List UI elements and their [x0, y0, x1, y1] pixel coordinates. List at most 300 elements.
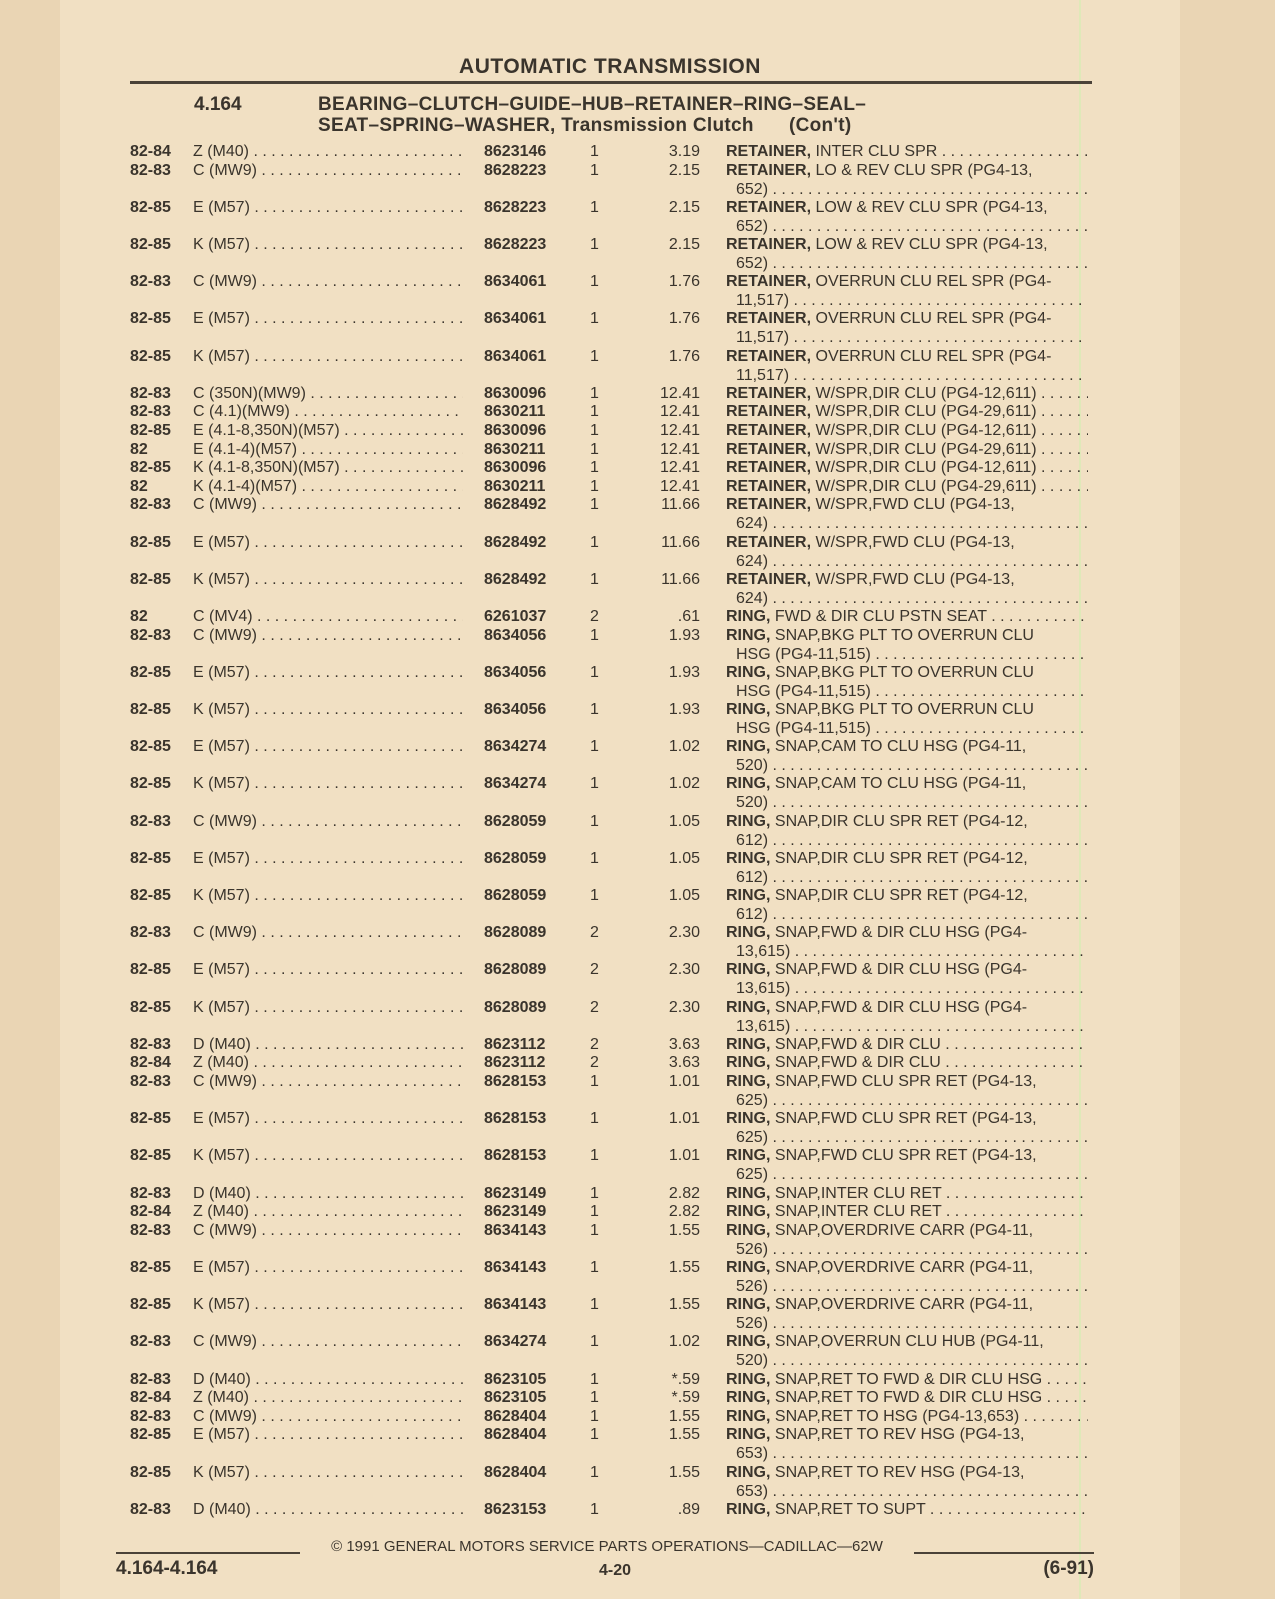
row-year: 82-85 [130, 1147, 171, 1165]
row-quantity: 1 [590, 198, 599, 216]
row-description [726, 998, 1088, 1036]
row-year: 82-85 [130, 347, 171, 365]
row-description-text: SNAP,FWD & DIR CLU HSG (PG4- [774, 961, 1028, 979]
row-quantity: 1 [590, 143, 599, 160]
row-year: 82 [130, 440, 148, 458]
footer-date: (6-91) [1043, 1558, 1094, 1579]
row-part-number: 8628059 [484, 812, 547, 830]
row-description-continued: 13,615) [736, 980, 791, 998]
row-description-lead: RING, [726, 924, 771, 942]
row-part-number: 8623105 [484, 1389, 547, 1407]
row-price: 1.93 [668, 701, 700, 718]
row-description-text: SNAP,BKG PLT TO OVERRUN CLU [774, 663, 1034, 681]
row-description-lead: RING, [726, 1221, 771, 1239]
row-application: C (MW9) . . . [193, 272, 463, 291]
row-application: K (M57) . . . [193, 1146, 463, 1165]
row-part-number: 8628492 [484, 496, 547, 514]
row-price: 1.05 [668, 812, 700, 830]
row-description [726, 923, 1088, 961]
row-description-continued: 13,615) [736, 943, 791, 961]
row-description [726, 1500, 1088, 1519]
row-part-number: 8623153 [484, 1500, 547, 1518]
row-description-text: SNAP,FWD & DIR CLU [774, 1054, 941, 1072]
row-quantity: 1 [590, 663, 599, 681]
row-application: D (M40) . . . [193, 1184, 463, 1203]
parts-row [0, 1184, 1275, 1203]
row-description-text: INTER CLU SPR [815, 143, 938, 160]
row-description-lead: RING, [726, 1296, 771, 1314]
row-quantity: 2 [590, 924, 599, 942]
row-description [726, 849, 1088, 887]
row-part-number: 8634274 [484, 738, 547, 756]
row-description-lead: RETAINER, [726, 273, 812, 291]
row-description-lead: RETAINER, [726, 496, 812, 514]
row-part-number: 8628089 [484, 961, 547, 979]
row-description [726, 142, 1088, 161]
row-description-lead: RING, [726, 1035, 771, 1053]
row-description [726, 1035, 1088, 1054]
page-header-title: AUTOMATIC TRANSMISSION [459, 55, 761, 78]
row-description-continued: 13,615) [736, 1017, 791, 1035]
row-application: E (M57) . . . [193, 309, 463, 328]
row-description [726, 161, 1088, 199]
parts-row [0, 1035, 1275, 1054]
parts-row [0, 1146, 1275, 1183]
row-description-lead: RETAINER, [726, 384, 812, 402]
row-description-text: SNAP,CAM TO CLU HSG (PG4-11, [774, 775, 1027, 793]
row-application: C (MW9) . . . [193, 495, 463, 514]
parts-row [0, 235, 1275, 272]
row-price: 2.82 [668, 1184, 700, 1202]
row-price: *.59 [671, 1370, 700, 1388]
row-description [726, 626, 1088, 664]
row-description [726, 1425, 1088, 1463]
parts-row [0, 1370, 1275, 1389]
row-description-lead: RETAINER, [726, 459, 812, 477]
row-quantity: 1 [590, 887, 599, 904]
row-application: C (350N)(MW9) . . . [193, 384, 463, 403]
parts-row [0, 142, 1275, 161]
row-application: E (M57) . . . [193, 960, 463, 979]
parts-row [0, 161, 1275, 198]
row-application: K (M57) . . . [193, 1463, 463, 1482]
parts-row [0, 347, 1275, 384]
row-price: 1.55 [668, 1296, 700, 1314]
row-quantity: 1 [590, 1426, 599, 1444]
row-price: 2.15 [668, 198, 700, 216]
row-description [726, 1407, 1088, 1426]
parts-row [0, 1295, 1275, 1332]
row-description-text: SNAP,OVERDRIVE CARR (PG4-11, [774, 1259, 1034, 1276]
row-description [726, 421, 1088, 440]
row-description-continued: 11,517) [736, 329, 790, 347]
row-description-continued: 652) [736, 255, 769, 272]
row-price: 3.63 [668, 1054, 700, 1072]
row-description-continued: HSG (PG4-11,515) [736, 682, 871, 700]
row-description-text: W/SPR,FWD CLU (PG4-13, [815, 570, 1015, 588]
row-part-number: 8623105 [484, 1370, 547, 1388]
row-part-number: 8630211 [484, 403, 546, 421]
row-quantity: 1 [590, 384, 599, 402]
row-part-number: 8634274 [484, 775, 547, 793]
row-description-continued: 625) [736, 1092, 769, 1109]
parts-row [0, 384, 1275, 403]
row-price: 1.93 [668, 663, 700, 681]
row-quantity: 1 [590, 1221, 599, 1239]
row-year: 82-85 [130, 1426, 171, 1444]
row-quantity: 1 [590, 1073, 599, 1090]
row-price: 11.66 [661, 570, 700, 588]
row-description [726, 198, 1088, 236]
row-description [726, 1332, 1088, 1370]
row-description-lead: RING, [726, 812, 771, 830]
row-description [726, 272, 1088, 310]
row-description-text: OVERRUN CLU REL SPR (PG4- [815, 273, 1052, 291]
parts-row [0, 570, 1275, 607]
row-application: K (M57) . . . [193, 1295, 463, 1314]
parts-row [0, 1407, 1275, 1426]
row-description [726, 1388, 1088, 1407]
row-quantity: 1 [590, 1370, 599, 1388]
row-part-number: 8630096 [484, 459, 547, 477]
row-year: 82-84 [130, 143, 171, 160]
row-description-lead: RING, [726, 887, 771, 904]
row-description-text: SNAP,RET TO FWD & DIR CLU HSG [774, 1389, 1043, 1407]
row-application: C (MW9) . . . [193, 1407, 463, 1426]
row-description-lead: RING, [726, 1370, 771, 1388]
row-description [726, 384, 1088, 403]
row-description-text: SNAP,BKG PLT TO OVERRUN CLU [774, 626, 1034, 644]
row-description-text: SNAP,FWD & DIR CLU HSG (PG4- [774, 924, 1028, 942]
row-price: 1.02 [668, 775, 700, 793]
row-description-text: SNAP,RET TO HSG (PG4-13,653) [774, 1407, 1020, 1425]
row-application: C (MW9) . . . [193, 1332, 463, 1351]
row-part-number: 8628089 [484, 924, 547, 942]
row-description-text: SNAP,FWD CLU SPR RET (PG4-13, [774, 1147, 1037, 1165]
row-description-lead: RING, [726, 961, 771, 979]
parts-row [0, 774, 1275, 811]
row-application: Z (M40) . . . [193, 1202, 463, 1221]
row-description-continued: 653) [736, 1445, 769, 1463]
row-year: 82-85 [130, 1463, 171, 1481]
row-description-lead: RING, [726, 1407, 771, 1425]
parts-row [0, 998, 1275, 1035]
row-price: 1.01 [668, 1073, 700, 1090]
row-part-number: 8628059 [484, 849, 547, 867]
row-quantity: 2 [590, 1054, 599, 1072]
row-year: 82-85 [130, 236, 171, 253]
row-quantity: 1 [590, 849, 599, 867]
parts-row [0, 272, 1275, 309]
row-application: K (M57) . . . [193, 700, 463, 719]
row-description-text: W/SPR,FWD CLU (PG4-13, [815, 533, 1015, 551]
parts-row [0, 1221, 1275, 1258]
parts-row [0, 923, 1275, 960]
row-year: 82-83 [130, 1035, 171, 1053]
row-year: 82-85 [130, 310, 171, 328]
row-description [726, 477, 1088, 496]
row-year: 82-83 [130, 403, 171, 421]
row-part-number: 8634143 [484, 1221, 547, 1239]
row-description-text: W/SPR,DIR CLU (PG4-29,611) [815, 440, 1037, 458]
row-description-text: SNAP,RET TO REV HSG (PG4-13, [774, 1426, 1025, 1444]
row-description-continued: 624) [736, 552, 769, 570]
row-part-number: 8634061 [484, 273, 547, 291]
row-application: K (M57) . . . [193, 570, 463, 589]
row-description-lead: RETAINER, [726, 477, 812, 495]
row-part-number: 8630096 [484, 384, 547, 402]
row-application: K (4.1-8,350N)(M57) . . . [193, 458, 463, 477]
row-part-number: 8628059 [484, 887, 547, 904]
row-description-lead: RETAINER, [726, 161, 812, 179]
row-part-number: 6261037 [484, 608, 547, 625]
row-quantity: 1 [590, 477, 599, 495]
row-description-lead: RING, [726, 775, 771, 793]
row-year: 82 [130, 608, 148, 625]
row-description-continued: 520) [736, 1352, 769, 1370]
row-description-text: SNAP,OVERRUN CLU HUB (PG4-11, [774, 1333, 1044, 1351]
row-description [726, 533, 1088, 571]
row-description-text: SNAP,RET TO SUPT [774, 1500, 926, 1518]
row-part-number: 8634056 [484, 626, 547, 644]
row-description-continued: 624) [736, 515, 769, 533]
row-description-text: OVERRUN CLU REL SPR (PG4- [815, 347, 1052, 365]
row-quantity: 1 [590, 570, 599, 588]
row-price: 2.30 [668, 961, 700, 979]
parts-row [0, 737, 1275, 774]
row-price: 2.30 [668, 924, 700, 942]
row-part-number: 8628153 [484, 1147, 547, 1165]
row-description [726, 1295, 1088, 1333]
row-price: 1.05 [668, 887, 700, 904]
row-year: 82-85 [130, 198, 171, 216]
row-description-continued: 526) [736, 1315, 769, 1333]
row-description-text: W/SPR,DIR CLU (PG4-29,611) [815, 403, 1037, 421]
row-price: 11.66 [661, 496, 700, 514]
row-year: 82-83 [130, 1500, 171, 1518]
row-application: C (MW9) . . . [193, 812, 463, 831]
row-year: 82-85 [130, 887, 171, 904]
row-application: K (M57) . . . [193, 347, 463, 366]
parts-row [0, 495, 1275, 532]
row-description [726, 1221, 1088, 1259]
row-description [726, 440, 1088, 459]
row-description-lead: RETAINER, [726, 310, 812, 328]
row-quantity: 1 [590, 626, 599, 644]
row-description-text: LOW & REV CLU SPR (PG4-13, [815, 236, 1048, 253]
row-quantity: 1 [590, 1500, 599, 1518]
row-description-text: SNAP,FWD & DIR CLU HSG (PG4- [774, 998, 1028, 1016]
row-description-text: FWD & DIR CLU PSTN SEAT [774, 608, 987, 625]
row-description [726, 1370, 1088, 1389]
row-description-lead: RETAINER, [726, 533, 812, 551]
parts-row [0, 700, 1275, 737]
row-quantity: 1 [590, 422, 599, 439]
row-application: E (M57) . . . [193, 198, 463, 217]
footer-page-number: 4-20 [598, 1562, 632, 1579]
row-description [726, 309, 1088, 347]
row-part-number: 8628404 [484, 1407, 547, 1425]
row-part-number: 8628153 [484, 1110, 547, 1128]
row-part-number: 8628492 [484, 570, 547, 588]
parts-row [0, 1053, 1275, 1072]
row-application: K (M57) . . . [193, 886, 463, 905]
row-description-lead: RING, [726, 998, 771, 1016]
row-description [726, 1053, 1088, 1072]
row-application: E (4.1-8,350N)(M57) . . . [193, 421, 463, 440]
row-year: 82-83 [130, 924, 171, 942]
parts-row [0, 1109, 1275, 1146]
row-application: C (MW9) . . . [193, 626, 463, 645]
row-description [726, 1146, 1088, 1184]
row-description-lead: RING, [726, 1500, 771, 1518]
row-year: 82-85 [130, 998, 171, 1016]
row-description-text: W/SPR,DIR CLU (PG4-29,611) [815, 477, 1037, 495]
row-year: 82-85 [130, 663, 171, 681]
row-year: 82-83 [130, 161, 171, 179]
row-description-lead: RING, [726, 1426, 771, 1444]
row-part-number: 8628404 [484, 1426, 547, 1444]
row-application: E (M57) . . . [193, 1425, 463, 1444]
row-year: 82-85 [130, 1296, 171, 1314]
row-price: 2.30 [668, 998, 700, 1016]
row-description-lead: RING, [726, 1073, 771, 1090]
row-year: 82-85 [130, 533, 171, 551]
row-price: 2.82 [668, 1203, 700, 1221]
row-price: 3.19 [668, 143, 700, 160]
row-description-lead: RING, [726, 701, 771, 718]
row-description-lead: RETAINER, [726, 198, 812, 216]
row-quantity: 1 [590, 161, 599, 179]
row-description-text: W/SPR,DIR CLU (PG4-12,611) [815, 422, 1037, 439]
row-description-continued: 612) [736, 906, 769, 923]
row-part-number: 8628223 [484, 198, 547, 216]
row-quantity: 2 [590, 998, 599, 1016]
row-description-continued: 11,517) [736, 292, 790, 310]
row-quantity: 1 [590, 496, 599, 514]
row-part-number: 8623146 [484, 143, 547, 160]
row-description-lead: RING, [726, 1463, 771, 1481]
parts-row [0, 886, 1275, 923]
parts-row [0, 1072, 1275, 1109]
row-description-lead: RING, [726, 1203, 771, 1221]
row-part-number: 8623149 [484, 1184, 547, 1202]
parts-row [0, 421, 1275, 440]
row-description-continued: 652) [736, 180, 769, 198]
row-part-number: 8630211 [484, 440, 546, 458]
row-part-number: 8623149 [484, 1203, 547, 1221]
row-quantity: 1 [590, 310, 599, 328]
row-year: 82-83 [130, 496, 171, 514]
parts-row [0, 663, 1275, 700]
row-year: 82-84 [130, 1054, 171, 1072]
row-application: C (MW9) . . . [193, 1072, 463, 1091]
row-description [726, 347, 1088, 385]
parts-row [0, 402, 1275, 421]
row-quantity: 1 [590, 775, 599, 793]
row-price: .61 [677, 608, 700, 625]
row-description-lead: RING, [726, 849, 771, 867]
row-application: C (MW9) . . . [193, 1221, 463, 1240]
row-description-continued: 625) [736, 1129, 769, 1147]
row-description-text: OVERRUN CLU REL SPR (PG4- [815, 310, 1052, 328]
row-description [726, 774, 1088, 812]
parts-row [0, 1500, 1275, 1519]
row-description-text: SNAP,FWD CLU SPR RET (PG4-13, [774, 1110, 1037, 1128]
row-quantity: 1 [590, 1333, 599, 1351]
row-description [726, 495, 1088, 533]
row-year: 82-83 [130, 1407, 171, 1425]
row-application: Z (M40) . . . [193, 1388, 463, 1407]
row-quantity: 1 [590, 1184, 599, 1202]
row-description [726, 402, 1088, 421]
parts-row [0, 849, 1275, 886]
row-application: E (M57) . . . [193, 1258, 463, 1277]
footer-rule-left [116, 1552, 300, 1554]
row-description-lead: RING, [726, 738, 771, 756]
row-price: 1.55 [668, 1407, 700, 1425]
row-price: 1.93 [668, 626, 700, 644]
row-description-lead: RING, [726, 1333, 771, 1351]
row-year: 82-85 [130, 738, 171, 756]
row-year: 82-83 [130, 1221, 171, 1239]
row-description-text: SNAP,RET TO FWD & DIR CLU HSG [774, 1370, 1043, 1388]
row-description-text: SNAP,OVERDRIVE CARR (PG4-11, [774, 1296, 1034, 1314]
row-year: 82-83 [130, 384, 171, 402]
row-part-number: 8628223 [484, 161, 547, 179]
row-quantity: 1 [590, 738, 599, 756]
row-description-continued: 612) [736, 868, 769, 886]
row-price: 2.15 [668, 236, 700, 253]
row-quantity: 1 [590, 1110, 599, 1128]
row-application: Z (M40) . . . [193, 142, 463, 161]
parts-row [0, 1332, 1275, 1369]
row-description-text: SNAP,INTER CLU RET [774, 1184, 942, 1202]
row-quantity: 1 [590, 1259, 599, 1276]
row-quantity: 1 [590, 1147, 599, 1165]
row-application: E (M57) . . . [193, 737, 463, 756]
row-year: 82-85 [130, 1110, 171, 1128]
parts-row [0, 440, 1275, 459]
row-year: 82-85 [130, 570, 171, 588]
row-part-number: 8623112 [484, 1054, 546, 1072]
row-part-number: 8628492 [484, 533, 547, 551]
row-application: C (MV4) . . . [193, 607, 463, 626]
row-quantity: 1 [590, 403, 599, 421]
row-quantity: 1 [590, 1463, 599, 1481]
row-application: K (4.1-4)(M57) . . . [193, 477, 463, 496]
row-part-number: 8634143 [484, 1259, 547, 1276]
row-price: 1.02 [668, 738, 700, 756]
row-description [726, 607, 1088, 626]
row-quantity: 2 [590, 608, 599, 625]
parts-row [0, 607, 1275, 626]
row-price: .89 [677, 1500, 700, 1518]
row-part-number: 8623112 [484, 1035, 546, 1053]
row-year: 82-83 [130, 1184, 171, 1202]
row-application: K (M57) . . . [193, 774, 463, 793]
row-part-number: 8628404 [484, 1463, 547, 1481]
row-description-lead: RING, [726, 663, 771, 681]
row-description-text: W/SPR,DIR CLU (PG4-12,611) [815, 459, 1037, 477]
row-part-number: 8630211 [484, 477, 546, 495]
parts-row [0, 533, 1275, 570]
row-application: D (M40) . . . [193, 1035, 463, 1054]
row-description-text: SNAP,DIR CLU SPR RET (PG4-12, [774, 812, 1028, 830]
footer-section-range: 4.164-4.164 [116, 1558, 218, 1579]
row-description-text: W/SPR,DIR CLU (PG4-12,611) [815, 384, 1037, 402]
row-year: 82-83 [130, 273, 171, 291]
